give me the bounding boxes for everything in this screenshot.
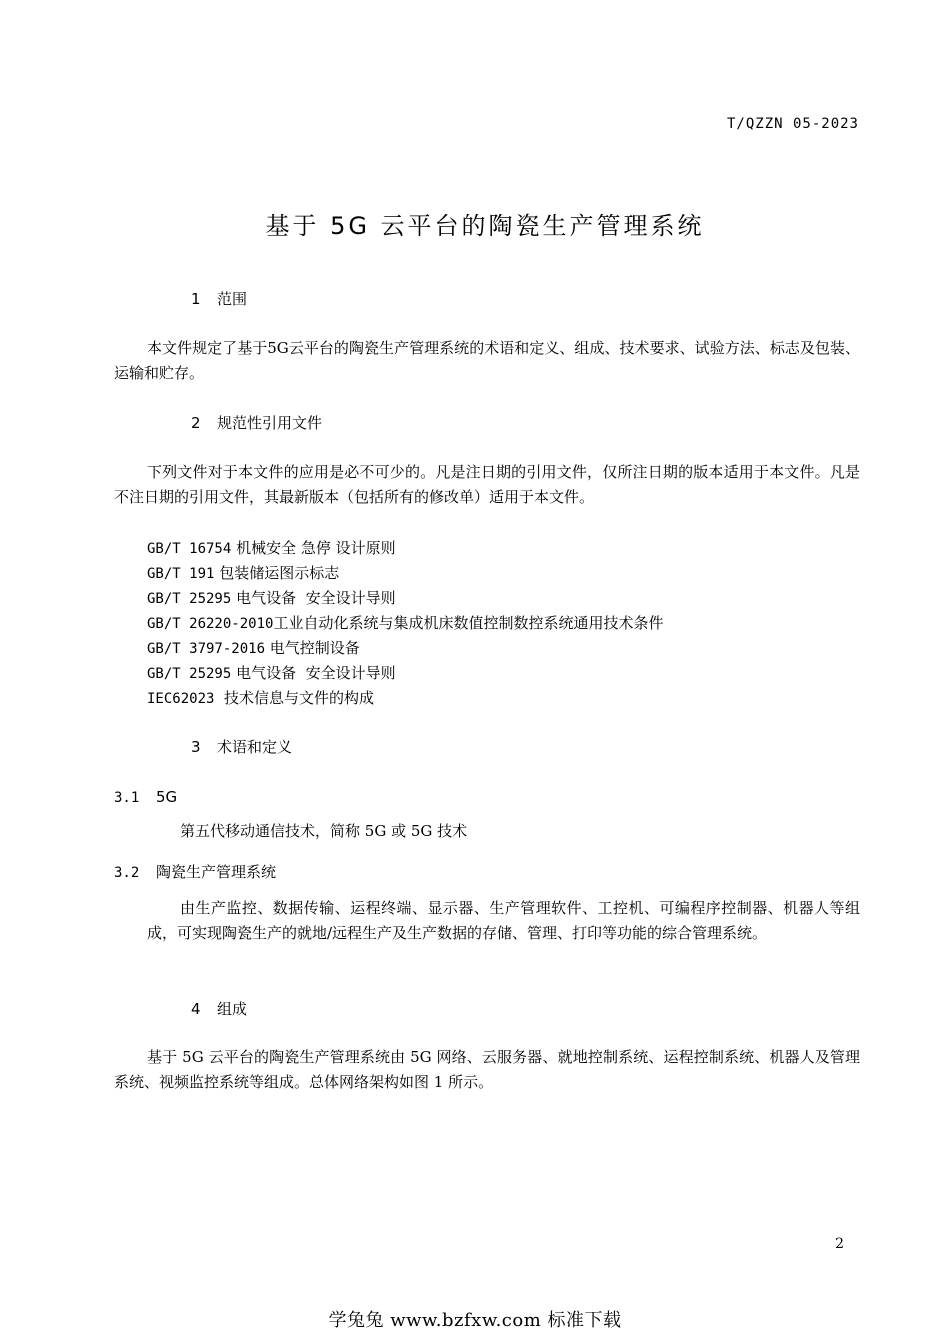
reference-item: [147, 536, 663, 561]
reference-title: 电气控制设备: [265, 639, 360, 657]
section-4-heading: [191, 998, 247, 1019]
footer-watermark: 学兔兔 www.bzfxw.com 标准下载: [328, 1310, 622, 1331]
page-number: 2: [835, 1236, 844, 1252]
section-1-body: 本文件规定了基于5G云平台的陶瓷生产管理系统的术语和定义、组成、技术要求、试验方法、标志及包装、运输和贮存。: [114, 339, 860, 382]
reference-item: [147, 561, 663, 586]
reference-title: 工业自动化系统与集成机床数值控制数控系统通用技术条件: [273, 614, 664, 632]
section-3-heading: [191, 736, 292, 757]
reference-code: IEC62023: [147, 691, 215, 707]
document-title: 基于 5G 云平台的陶瓷生产管理系统: [265, 212, 705, 240]
section-2-heading: [191, 412, 322, 433]
section-number: 4: [191, 1000, 201, 1018]
standard-code: T/QZZN 05-2023: [726, 116, 859, 132]
section-title: 规范性引用文件: [217, 414, 323, 432]
section-4-body: 基于 5G 云平台的陶瓷生产管理系统由 5G 网络、云服务器、就地控制系统、运程控制系统、机器人及管理系统、视频监控系统等组成。总体网络架构如图 1 所示。: [114, 1048, 860, 1091]
normative-references-list: [147, 536, 663, 711]
term-3-2-heading: [114, 861, 276, 882]
reference-code: GB/T 191: [147, 566, 215, 582]
reference-title: 电气设备 安全设计导则: [231, 664, 396, 682]
reference-title: 包装储运图示标志: [214, 564, 340, 582]
section-2-body: 下列文件对于本文件的应用是必不可少的。凡是注日期的引用文件，仅所注日期的版本适用于本文件。凡是不注日期的引用文件，其最新版本（包括所有的修改单）适用于本文件。: [114, 463, 860, 506]
term-number: 3.1: [114, 790, 140, 806]
term-number: 3.2: [114, 865, 140, 881]
term-3-1-definition: 第五代移动通信技术，简称 5G 或 5G 技术: [180, 822, 468, 840]
term-name: 陶瓷生产管理系统: [156, 863, 277, 881]
reference-item: [147, 586, 663, 611]
section-number: 1: [191, 290, 201, 308]
reference-code: GB/T 16754: [147, 541, 232, 557]
reference-title: 电气设备 安全设计导则: [231, 589, 396, 607]
term-3-2-definition: 由生产监控、数据传输、运程终端、显示器、生产管理软件、工控机、可编程序控制器、机器人等组成，可实现陶瓷生产的就地/远程生产及生产数据的存储、管理、打印等功能的综合管理系统。: [147, 899, 860, 942]
reference-code: GB/T 3797-2016: [147, 641, 266, 657]
term-3-1-heading: [114, 788, 177, 806]
reference-item: [147, 661, 663, 686]
reference-code: GB/T 26220-2010: [147, 616, 274, 632]
reference-item: [147, 636, 663, 661]
section-number: 2: [191, 414, 201, 432]
term-name: 5G: [156, 788, 178, 806]
section-number: 3: [191, 738, 201, 756]
reference-item: [147, 611, 663, 636]
section-title: 组成: [217, 1000, 248, 1018]
reference-title: 技术信息与文件的构成: [214, 689, 374, 707]
reference-item: [147, 686, 663, 711]
section-1-heading: [191, 288, 247, 309]
reference-code: GB/T 25295: [147, 591, 232, 607]
section-title: 术语和定义: [217, 738, 293, 756]
section-title: 范围: [217, 290, 248, 308]
reference-code: GB/T 25295: [147, 666, 232, 682]
reference-title: 机械安全 急停 设计原则: [231, 539, 396, 557]
